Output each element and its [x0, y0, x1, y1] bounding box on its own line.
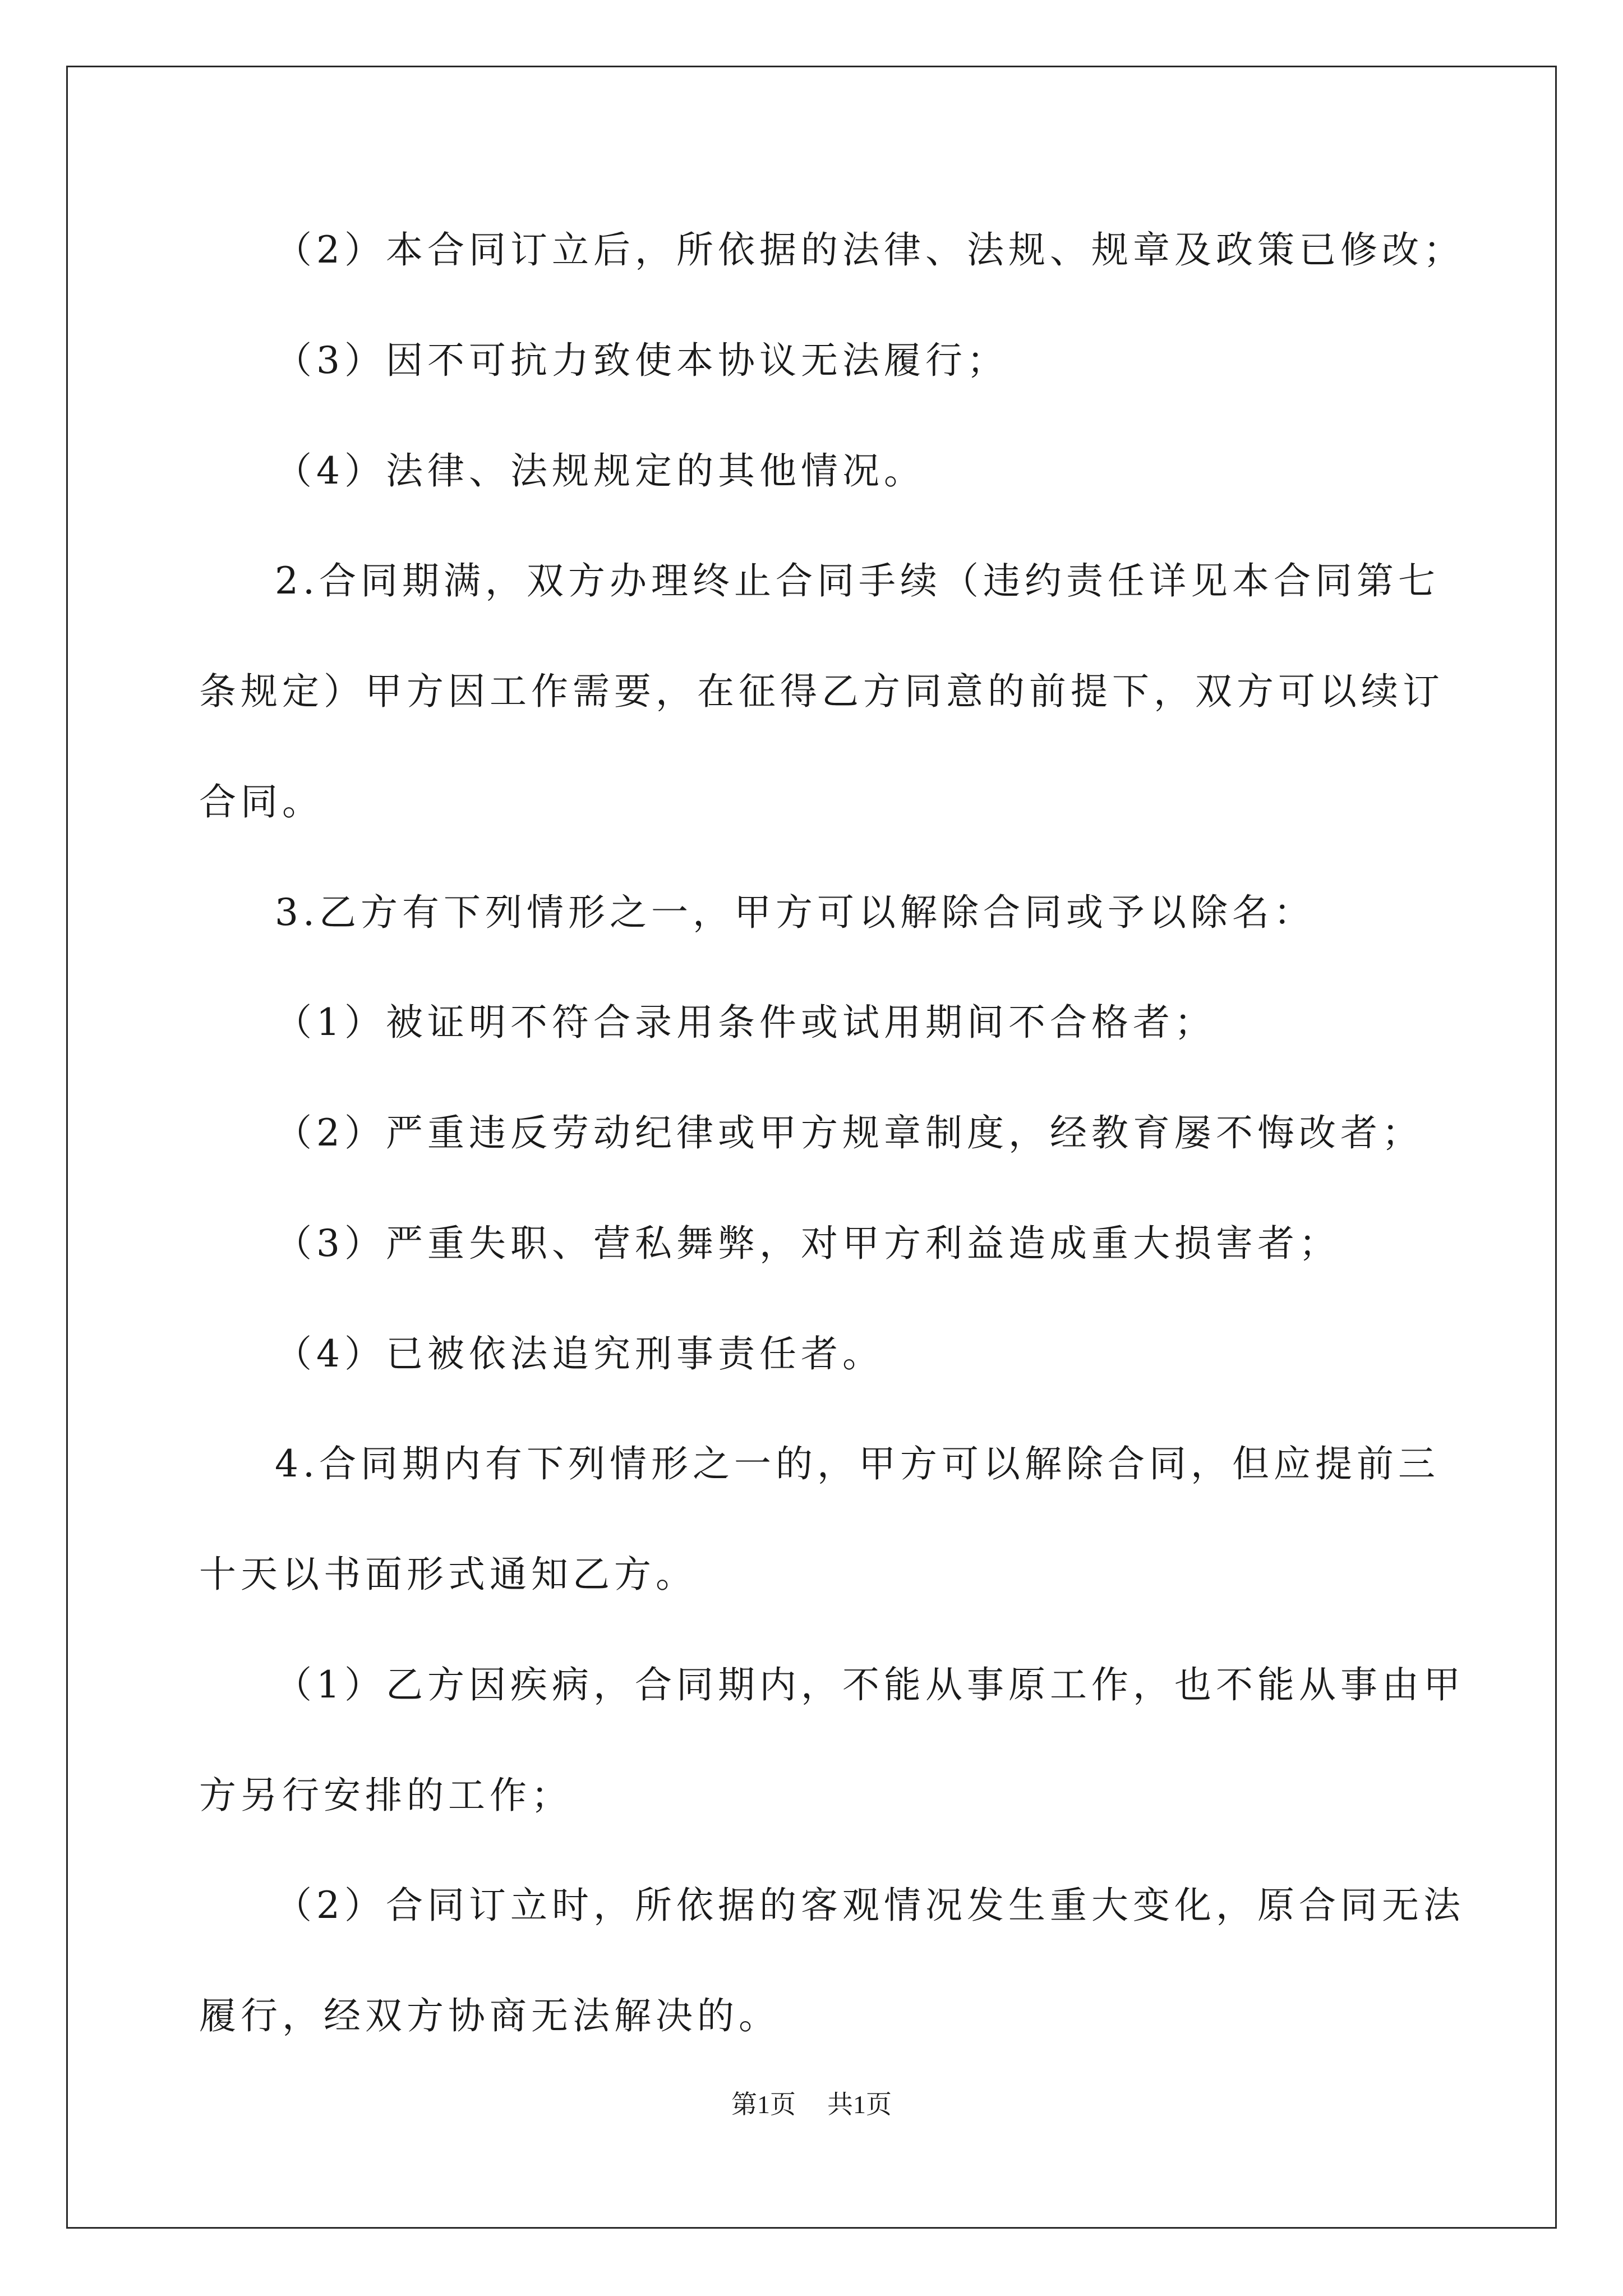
clause-line: 十天以书面形式通知乙方。 — [199, 1553, 697, 1596]
clause-line: 2.合同期满，双方办理终止合同手续（违约责任详见本合同第七 — [275, 559, 1440, 602]
clause-line: （4）已被依法追究刑事责任者。 — [275, 1332, 884, 1375]
clause-line: （2）严重违反劳动纪律或甲方规章制度，经教育屡不悔改者； — [275, 1111, 1423, 1154]
clause-line: （1）乙方因疾病，合同期内，不能从事原工作，也不能从事由甲 — [275, 1663, 1465, 1706]
clause-line: 合同。 — [199, 780, 324, 823]
clause-line: 3.乙方有下列情形之一，甲方可以解除合同或予以除名： — [275, 891, 1315, 934]
clause-line: 履行，经双方协商无法解决的。 — [199, 1994, 780, 2037]
clause-line: （3）因不可抗力致使本协议无法履行； — [275, 339, 1008, 382]
page-number: 第1页 — [731, 2090, 796, 2119]
clause-line: 4.合同期内有下列情形之一的，甲方可以解除合同，但应提前三 — [275, 1442, 1440, 1485]
clause-line: 条规定）甲方因工作需要，在征得乙方同意的前提下，双方可以续订 — [199, 670, 1444, 713]
clause-line: （1）被证明不符合录用条件或试用期间不合格者； — [275, 1001, 1216, 1044]
clause-line: （3）严重失职、营私舞弊，对甲方利益造成重大损害者； — [275, 1222, 1340, 1265]
clause-line: （2）合同订立时，所依据的客观情况发生重大变化，原合同无法 — [275, 1884, 1465, 1927]
clause-line: 方另行安排的工作； — [199, 1774, 573, 1817]
clause-line: （2）本合同订立后，所依据的法律、法规、规章及政策已修改； — [275, 228, 1465, 272]
page-footer — [0, 2088, 1623, 2122]
clause-line: （4）法律、法规规定的其他情况。 — [275, 449, 925, 493]
page-total: 共1页 — [827, 2090, 892, 2119]
